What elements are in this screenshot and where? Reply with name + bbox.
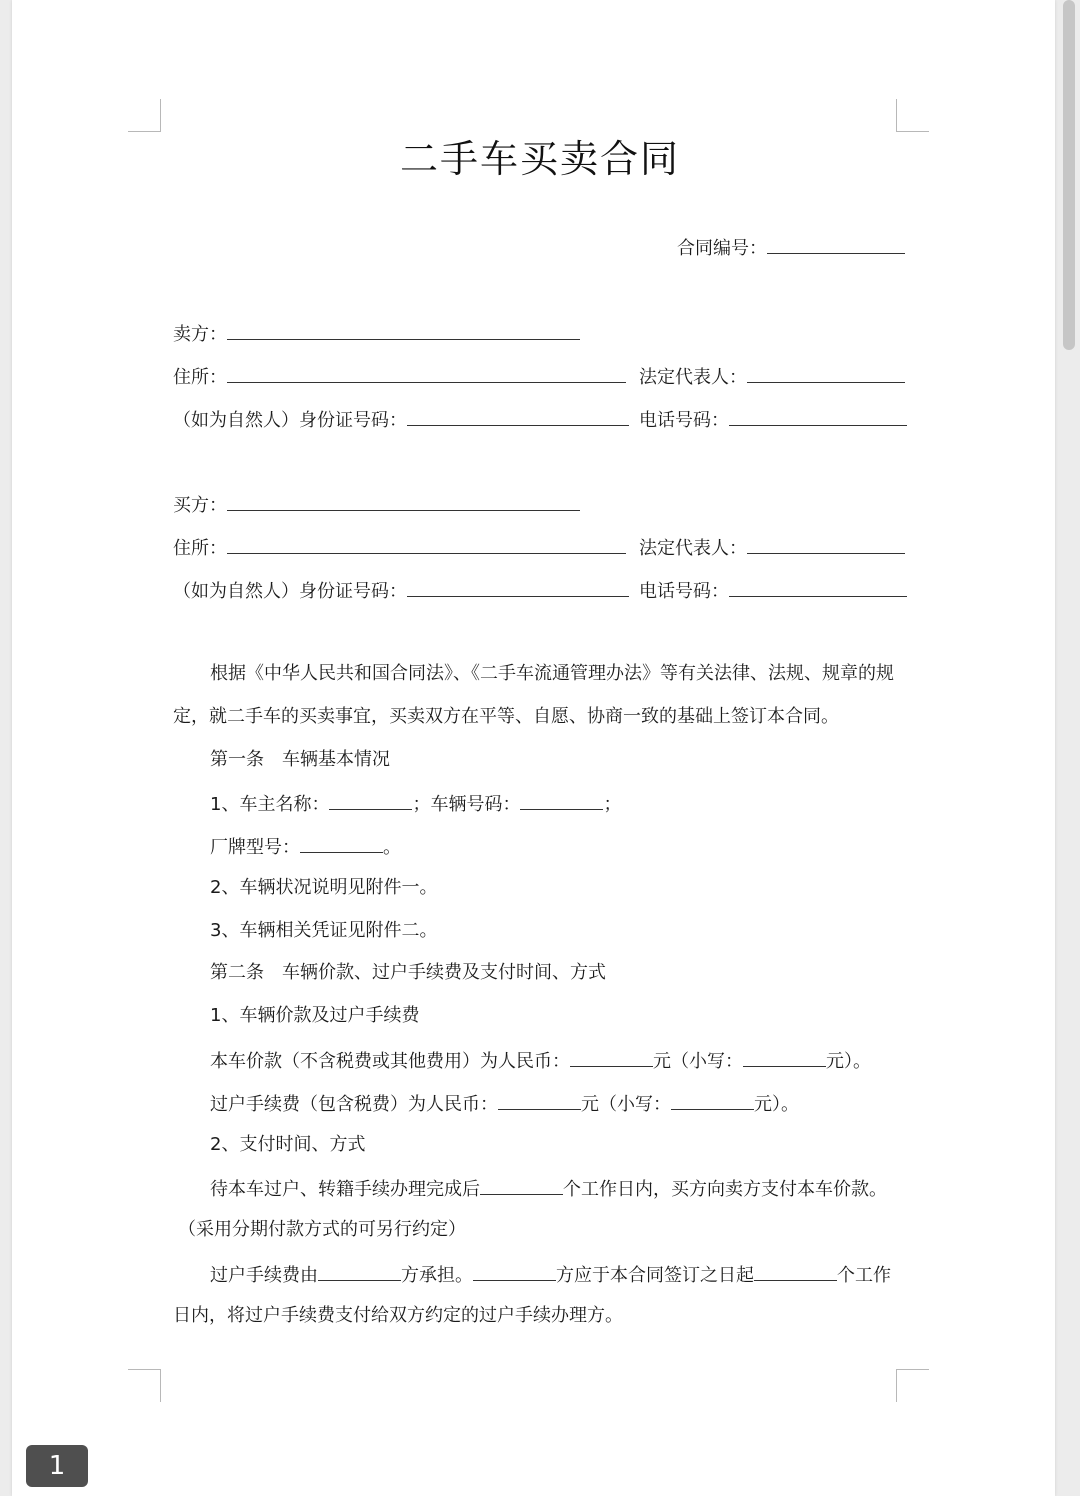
seller-legal-rep-blank <box>747 363 905 383</box>
buyer-name-row <box>173 491 580 518</box>
price-label: 本车价款（不含税费或其他费用）为人民币： <box>210 1051 570 1072</box>
buyer-phone-row <box>639 577 907 604</box>
buyer-id-row <box>173 577 629 604</box>
buyer-phone-label: 电话号码： <box>639 581 729 602</box>
article2-heading: 第二条 车辆价款、过户手续费及支付时间、方式 <box>210 962 606 983</box>
plate-number-blank <box>520 790 603 810</box>
seller-legal-rep-label: 法定代表人： <box>639 367 747 388</box>
fee-mid: 元（小写： <box>581 1094 671 1115</box>
seller-name-blank <box>227 320 580 340</box>
contract-number-label: 合同编号： <box>677 238 767 259</box>
brand-model-blank <box>300 833 383 853</box>
fee-bearer-blank <box>318 1261 401 1281</box>
fee-payer-blank <box>473 1261 556 1281</box>
buyer-address-blank <box>227 534 626 554</box>
payment-text-a: 待本车过户、转籍手续办理完成后 <box>210 1179 480 1200</box>
buyer-name-label: 买方： <box>173 495 227 516</box>
fee-bearer-c: 方应于本合同签订之日起 <box>556 1265 754 1286</box>
contract-number-blank <box>767 234 905 254</box>
article1-item3: 3、车辆相关凭证见附件二。 <box>210 920 438 941</box>
fee-bearer-a: 过户手续费由 <box>210 1265 318 1286</box>
article2-item2: 2、支付时间、方式 <box>210 1134 366 1155</box>
buyer-address-label: 住所： <box>173 538 227 559</box>
buyer-legal-rep-label: 法定代表人： <box>639 538 747 559</box>
seller-phone-label: 电话号码： <box>639 410 729 431</box>
article1-item2: 2、车辆状况说明见附件一。 <box>210 877 438 898</box>
price-figures-blank <box>743 1047 826 1067</box>
price-row <box>210 1047 871 1074</box>
item1-end: ； <box>603 794 622 815</box>
fee-row <box>210 1090 799 1117</box>
seller-id-blank <box>407 406 629 426</box>
payment-row <box>210 1175 887 1202</box>
seller-id-label: （如为自然人）身份证号码： <box>173 410 407 431</box>
margin-mark-bottom-right <box>896 1369 929 1402</box>
fee-bearer-b: 方承担。 <box>401 1265 473 1286</box>
plate-number-label: ；车辆号码： <box>412 794 521 815</box>
buyer-name-blank <box>227 491 580 511</box>
buyer-id-blank <box>407 577 629 597</box>
seller-address-row <box>173 363 626 390</box>
intro-line-2: 定，就二手车的买卖事宜，买卖双方在平等、自愿、协商一致的基础上签订本合同。 <box>173 706 839 727</box>
article1-heading: 第一条 车辆基本情况 <box>210 749 390 770</box>
article1-item1-row <box>210 790 621 817</box>
seller-phone-blank <box>729 406 907 426</box>
seller-name-label: 卖方： <box>173 324 227 345</box>
price-blank <box>570 1047 653 1067</box>
installment-note: （采用分期付款方式的可另行约定） <box>178 1219 466 1240</box>
buyer-address-row <box>173 534 626 561</box>
seller-phone-row <box>639 406 907 433</box>
buyer-id-label: （如为自然人）身份证号码： <box>173 581 407 602</box>
brand-model-end: 。 <box>383 837 401 858</box>
brand-model-label: 厂牌型号： <box>210 837 300 858</box>
fee-bearer-row-2: 日内，将过户手续费支付给双方约定的过户手续办理方。 <box>173 1305 623 1326</box>
payment-text-b: 个工作日内，买方向卖方支付本车价款。 <box>563 1179 887 1200</box>
brand-model-row <box>210 833 401 860</box>
owner-name-blank <box>329 790 412 810</box>
fee-label: 过户手续费（包含税费）为人民币： <box>210 1094 498 1115</box>
payment-days-blank <box>480 1175 563 1195</box>
contract-number-row <box>677 234 905 261</box>
scrollbar-thumb[interactable] <box>1063 0 1075 350</box>
fee-blank <box>498 1090 581 1110</box>
price-mid: 元（小写： <box>653 1051 743 1072</box>
page-number-badge[interactable]: 1 <box>26 1445 88 1487</box>
seller-address-label: 住所： <box>173 367 227 388</box>
buyer-legal-rep-blank <box>747 534 905 554</box>
fee-bearer-d: 个工作 <box>837 1265 891 1286</box>
price-end: 元）。 <box>826 1051 871 1072</box>
intro-line-1: 根据《中华人民共和国合同法》、《二手车流通管理办法》等有关法律、法规、规章的规 <box>210 663 894 684</box>
vertical-scrollbar[interactable] <box>1063 0 1075 1496</box>
seller-legal-rep-row <box>639 363 905 390</box>
fee-days-blank <box>754 1261 837 1281</box>
seller-name-row <box>173 320 580 347</box>
document-title: 二手车买卖合同 <box>399 137 680 181</box>
article2-item1: 1、车辆价款及过户手续费 <box>210 1005 420 1026</box>
fee-figures-blank <box>671 1090 754 1110</box>
owner-name-label: 1、车主名称： <box>210 794 330 815</box>
fee-end: 元）。 <box>754 1094 799 1115</box>
fee-bearer-row <box>210 1261 891 1288</box>
seller-address-blank <box>227 363 626 383</box>
margin-mark-bottom-left <box>128 1369 161 1402</box>
buyer-phone-blank <box>729 577 907 597</box>
seller-id-row <box>173 406 629 433</box>
buyer-legal-rep-row <box>639 534 905 561</box>
